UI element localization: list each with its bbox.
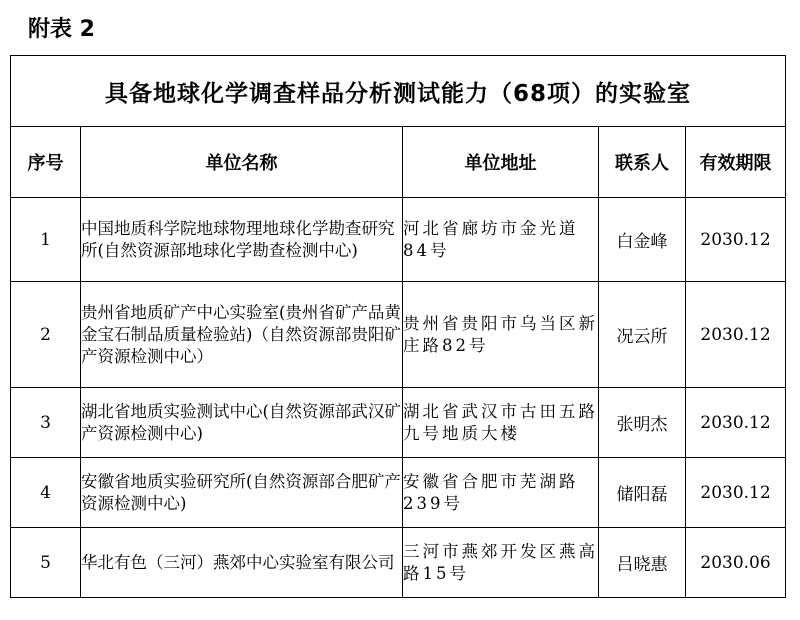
- header-contact: 联系人: [599, 127, 686, 198]
- table-row: [11, 198, 786, 282]
- row-index: 2: [11, 282, 81, 388]
- row-name: 华北有色（三河）燕郊中心实验室有限公司: [81, 528, 403, 598]
- row-valid: 2030.12: [686, 458, 786, 528]
- row-name: 中国地质科学院地球物理地球化学勘查研究所(自然资源部地球化学勘查检测中心): [81, 198, 403, 282]
- row-address: 湖北省武汉市古田五路九号地质大楼: [403, 388, 599, 458]
- table-row: [11, 528, 786, 598]
- attachment-label: 附表 2: [28, 17, 95, 42]
- row-address: 贵州省贵阳市乌当区新庄路82号: [403, 282, 599, 388]
- row-contact: 吕晓惠: [599, 528, 686, 598]
- row-contact: 张明杰: [599, 388, 686, 458]
- row-index: 3: [11, 388, 81, 458]
- row-name: 湖北省地质实验测试中心(自然资源部武汉矿产资源检测中心): [81, 388, 403, 458]
- header-row: [11, 127, 786, 198]
- table-row: [11, 388, 786, 458]
- header-name: 单位名称: [81, 127, 403, 198]
- row-valid: 2030.06: [686, 528, 786, 598]
- header-valid: 有效期限: [686, 127, 786, 198]
- row-valid: 2030.12: [686, 388, 786, 458]
- row-contact: 白金峰: [599, 198, 686, 282]
- row-valid: 2030.12: [686, 282, 786, 388]
- row-contact: 储阳磊: [599, 458, 686, 528]
- table-row: [11, 282, 786, 388]
- row-name: 安徽省地质实验研究所(自然资源部合肥矿产资源检测中心): [81, 458, 403, 528]
- row-contact: 况云所: [599, 282, 686, 388]
- table-row: [11, 458, 786, 528]
- row-address: 河北省廊坊市金光道84号: [403, 198, 599, 282]
- row-index: 1: [11, 198, 81, 282]
- laboratory-table: [10, 55, 786, 598]
- row-valid: 2030.12: [686, 198, 786, 282]
- table-title: 具备地球化学调查样品分析测试能力（68项）的实验室: [11, 56, 786, 127]
- title-row: [11, 56, 786, 127]
- row-index: 5: [11, 528, 81, 598]
- row-name: 贵州省地质矿产中心实验室(贵州省矿产品黄金宝石制品质量检验站)（自然资源部贵阳矿产资源检测中心）: [81, 282, 403, 388]
- row-address: 安徽省合肥市芜湖路239号: [403, 458, 599, 528]
- row-index: 4: [11, 458, 81, 528]
- header-index: 序号: [11, 127, 81, 198]
- row-address: 三河市燕郊开发区燕高路15号: [403, 528, 599, 598]
- header-address: 单位地址: [403, 127, 599, 198]
